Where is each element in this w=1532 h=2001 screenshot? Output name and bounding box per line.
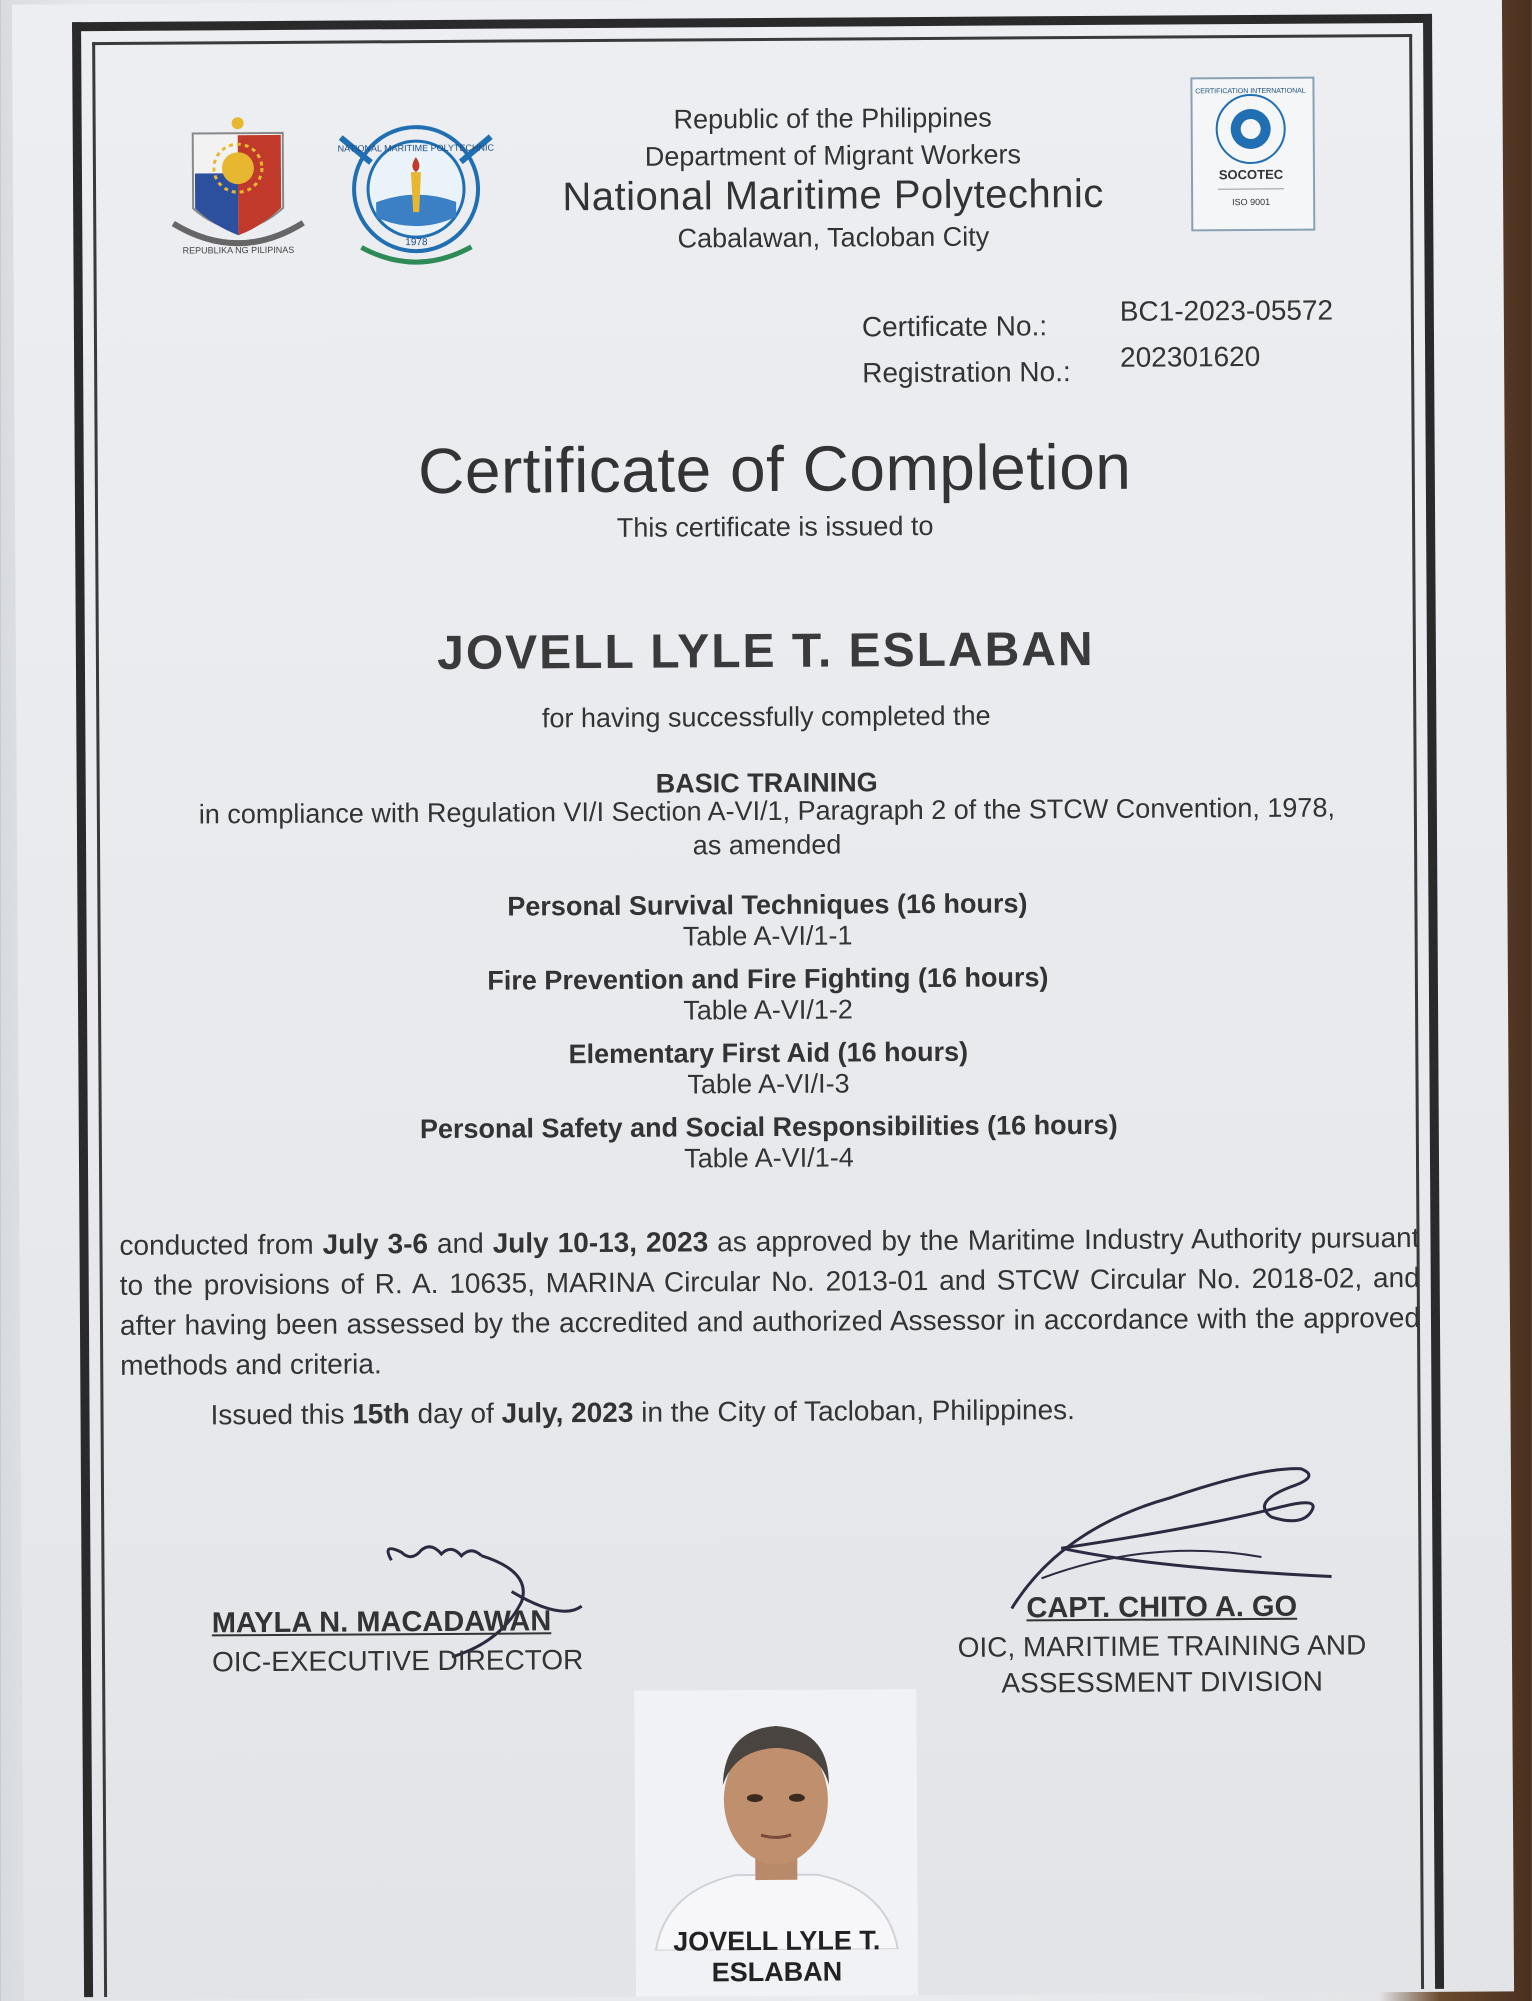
certificate-paper: [12, 0, 1514, 2001]
body-text: as approved by the Maritime Industry Authority pursuant to the provisions of R. A. 10635, MARINA Circular No. 2013-01 and STCW Circular No. 2018-02, and after having been assessed by the accredited and authorized Assessor in accordance with the approved methods and criteria.: [120, 1222, 1420, 1381]
signatory-name: CAPT. CHITO A. GO: [942, 1590, 1382, 1626]
module-table: Table A-VI/1-4: [319, 1140, 1219, 1176]
institution-name: National Maritime Polytechnic: [493, 171, 1173, 220]
socotec-iso: ISO 9001: [1232, 197, 1270, 207]
issued-day: 15th: [352, 1398, 410, 1429]
module-name: Elementary First Aid (16 hours): [318, 1035, 1218, 1071]
body-text: and: [428, 1228, 493, 1259]
socotec-certification-stamp: [1190, 77, 1315, 232]
signatory-title: OIC, MARITIME TRAINING AND: [942, 1629, 1382, 1664]
seal-text: REPUBLIKA NG PILIPINAS: [183, 245, 295, 256]
institution-address: Cabalawan, Tacloban City: [493, 220, 1173, 255]
signatory-name: MAYLA N. MACADAWAN: [212, 1605, 632, 1641]
header-line2: Department of Migrant Workers: [493, 138, 1173, 173]
signatory-title: OIC-EXECUTIVE DIRECTOR: [212, 1644, 632, 1679]
socotec-logo-icon: [1192, 79, 1309, 226]
registration-number-label: Registration No.:: [862, 356, 1071, 389]
compliance-line2: as amended: [417, 828, 1117, 863]
recipient-photo: [634, 1689, 918, 1997]
body-date2: July 10-13, 2023: [493, 1226, 709, 1258]
module-item: [317, 887, 1217, 954]
registration-number-value: 202301620: [1120, 341, 1260, 374]
nmp-logo-year: 1978: [405, 237, 428, 248]
socotec-ring-text: CERTIFICATION INTERNATIONAL: [1195, 88, 1306, 96]
signatory-right: [942, 1590, 1383, 1700]
issued-text: day of: [410, 1398, 502, 1430]
photo-caption: JOVELL LYLE T. ESLABAN: [636, 1925, 918, 1989]
nmp-logo-text: NATIONAL MARITIME POLYTECHNIC: [338, 143, 495, 154]
body-date1: July 3-6: [323, 1228, 429, 1260]
body-text: conducted from: [119, 1229, 322, 1261]
modules-list: [317, 887, 1219, 1176]
recipient-name: JOVELL LYLE T. ESLABAN: [346, 621, 1186, 681]
module-item: [318, 1035, 1218, 1102]
signatory-title: ASSESSMENT DIVISION: [942, 1665, 1382, 1700]
module-name: Fire Prevention and Fire Fighting (16 hours): [318, 961, 1218, 997]
socotec-brand: SOCOTEC: [1219, 167, 1284, 182]
certificate-number-value: BC1-2023-05572: [1120, 295, 1333, 328]
module-table: Table A-VI/1-1: [318, 918, 1218, 954]
philippine-seal-icon: [163, 113, 314, 264]
compliance-line1: in compliance with Regulation VI/I Section A-VI/1, Paragraph 2 of the STCW Convention, 1978,: [117, 792, 1417, 831]
issued-text: Issued this: [210, 1399, 352, 1431]
certificate-title: Certificate of Completion: [375, 429, 1175, 508]
certificate-number-label: Certificate No.:: [862, 310, 1047, 343]
header-line1: Republic of the Philippines: [493, 101, 1173, 136]
course-name: BASIC TRAINING: [417, 766, 1117, 801]
conduct-paragraph: [119, 1218, 1420, 1386]
module-table: Table A-VI/1-2: [318, 992, 1218, 1028]
module-item: [319, 1109, 1219, 1176]
recipient-portrait-icon: [634, 1689, 918, 1951]
module-table: Table A-VI/I-3: [318, 1066, 1218, 1102]
signatory-left: [212, 1605, 632, 1679]
issued-to-text: This certificate is issued to: [475, 510, 1075, 545]
issued-text: in the City of Tacloban, Philippines.: [633, 1394, 1075, 1428]
module-name: Personal Survival Techniques (16 hours): [317, 887, 1217, 923]
nmp-logo-icon: [331, 117, 502, 273]
module-name: Personal Safety and Social Responsibilities (16 hours): [319, 1109, 1219, 1145]
issued-month: July, 2023: [501, 1397, 633, 1429]
header-block: [493, 101, 1174, 255]
completed-text: for having successfully completed the: [416, 700, 1116, 735]
module-item: [318, 961, 1218, 1028]
